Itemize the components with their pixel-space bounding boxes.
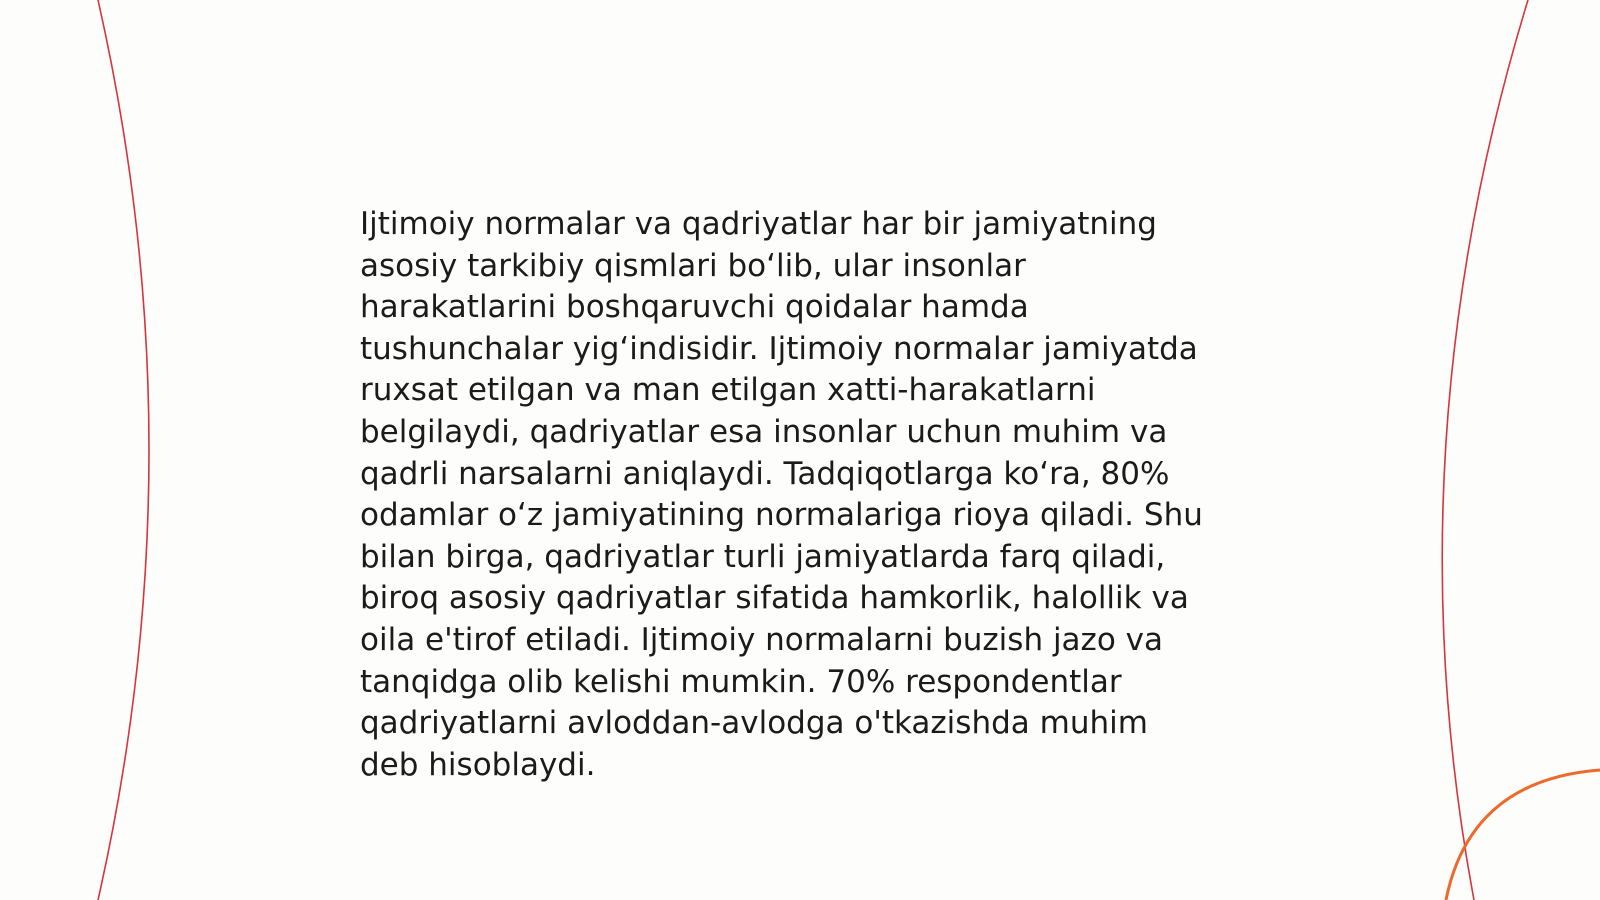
- body-text-line: belgilaydi, qadriyatlar esa insonlar uchun muhim va: [360, 413, 1168, 450]
- body-text: [360, 204, 1260, 786]
- body-text-line: odamlar o‘z jamiyatining normalariga rioya qiladi. Shu: [360, 497, 1203, 534]
- body-text-line: biroq asosiy qadriyatlar sifatida hamkorlik, halollik va: [360, 580, 1189, 617]
- body-text-line: tushunchalar yig‘indisidir. Ijtimoiy normalar jamiyatda: [360, 330, 1198, 367]
- right-curve: [1442, 0, 1528, 900]
- body-text-line: qadriyatlarni avloddan-avlodga o'tkazishda muhim: [360, 705, 1148, 742]
- body-text-line: tanqidga olib kelishi mumkin. 70% respondentlar: [360, 663, 1122, 700]
- body-text-line: asosiy tarkibiy qismlari bo‘lib, ular insonlar: [360, 247, 1026, 284]
- body-text-line: qadrli narsalarni aniqlaydi. Tadqiqotlarga ko‘ra, 80%: [360, 455, 1170, 492]
- body-text-line: oila e'tirof etiladi. Ijtimoiy normalarni buzish jazo va: [360, 621, 1163, 658]
- left-curve: [98, 0, 149, 900]
- body-text-line: ruxsat etilgan va man etilgan xatti-harakatlarni: [360, 372, 1096, 409]
- body-text-line: harakatlarini boshqaruvchi qoidalar hamda: [360, 289, 1029, 326]
- body-text-line: Ijtimoiy normalar va qadriyatlar har bir jamiyatning: [360, 206, 1157, 242]
- body-text-line: deb hisoblaydi.: [360, 746, 596, 783]
- body-text-line: bilan birga, qadriyatlar turli jamiyatlarda farq qiladi,: [360, 538, 1166, 575]
- accent-arc: [1446, 770, 1600, 900]
